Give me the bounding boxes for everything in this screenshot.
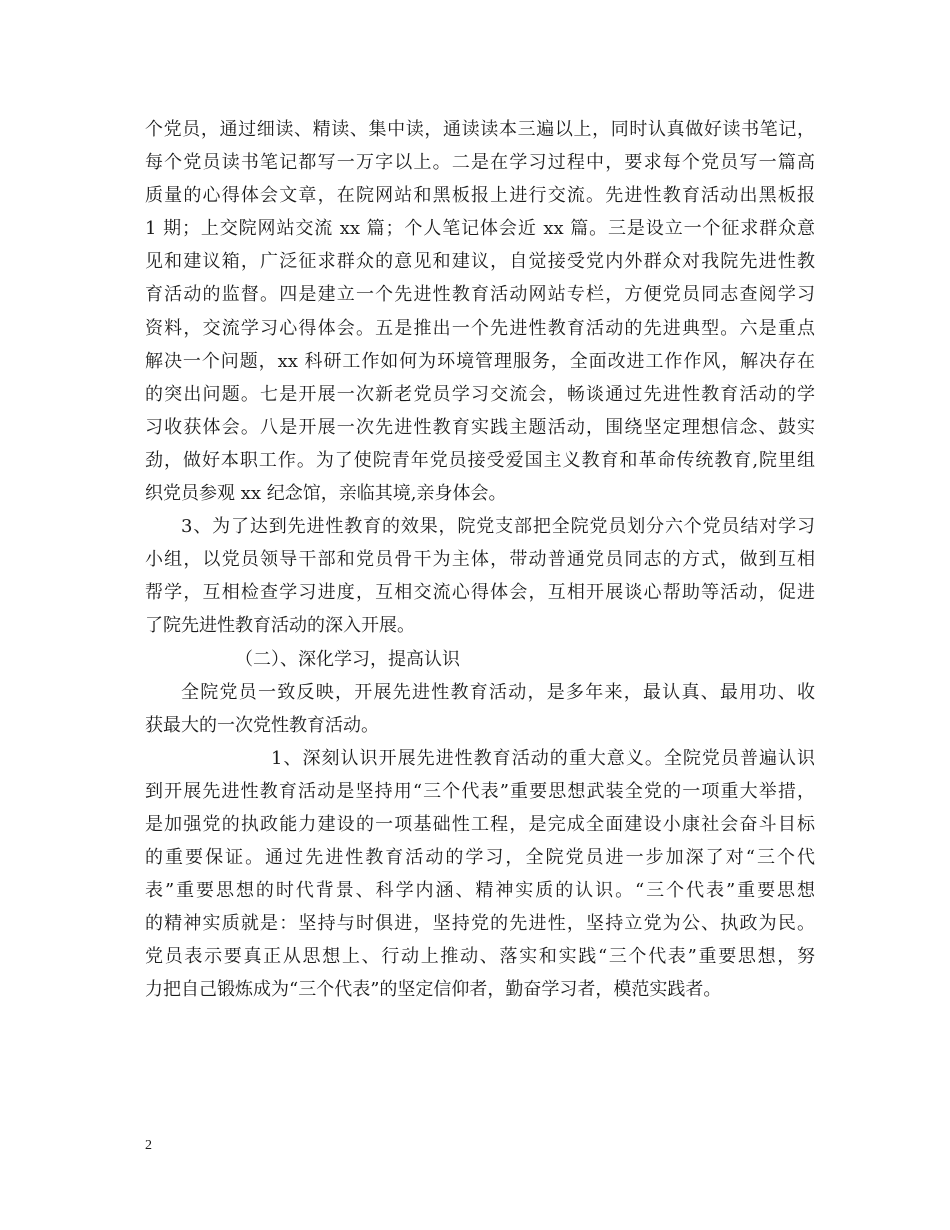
paragraph-start-line: 3、为了达到先进性教育的效果，院党支部把全院党员划分六个党员结对学习 [181,516,815,538]
text-line: 劲，做好本职工作。为了使院青年党员接受爱国主义教育和革命传统教育,院里组 [145,449,815,471]
text-line: 解决一个问题，xx 科研工作如何为环境管理服务，全面改进工作作风，解决存在 [145,350,815,372]
text-line: 资料，交流学习心得体会。五是推出一个先进性教育活动的先进典型。六是重点 [145,317,815,339]
text-line: 帮学，互相检查学习进度，互相交流心得体会，互相开展谈心帮助等活动，促进 [145,582,815,604]
text-line: 党员表示要真正从思想上、行动上推动、落实和实践“三个代表”重要思想，努 [145,946,815,968]
document-body [145,113,815,1007]
paragraph-start-line: 1、深刻认识开展先进性教育活动的重大意义。全院党员普遍认识 [271,747,815,769]
text-line: 织党员参观 xx 纪念馆，亲临其境,亲身体会。 [145,483,507,505]
text-line: 表”重要思想的时代背景、科学内涵、精神实质的认识。“三个代表”重要思想 [145,880,815,902]
text-line: 是加强党的执政能力建设的一项基础性工程，是完成全面建设小康社会奋斗目标 [145,813,815,835]
text-line: 1 期；上交院网站交流 xx 篇；个人笔记体会近 xx 篇。三是设立一个征求群众意 [145,218,815,240]
text-line: 力把自己锻炼成为“三个代表”的坚定信仰者，勤奋学习者，模范实践者。 [145,979,722,1001]
paragraph-start-line: 全院党员一致反映，开展先进性教育活动，是多年来，最认真、最用功、收 [181,681,815,703]
text-line: 了院先进性教育活动的深入开展。 [145,615,415,637]
text-line: 小组，以党员领导干部和党员骨干为主体，带动普通党员同志的方式，做到互相 [145,549,815,571]
text-line: 习收获体会。八是开展一次先进性教育实践主题活动，围绕坚定理想信念、鼓实 [145,416,815,438]
text-line: 的重要保证。通过先进性教育活动的学习，全院党员进一步加深了对“三个代 [145,847,815,869]
text-line: 质量的心得体会文章，在院网站和黑板报上进行交流。先进性教育活动出黑板报 [145,185,815,207]
text-line: 的精神实质就是：坚持与时俱进，坚持党的先进性，坚持立党为公、执政为民。 [145,913,815,935]
text-line: 个党员，通过细读、精读、集中读，通读读本三遍以上，同时认真做好读书笔记， [145,119,815,140]
text-line: 见和建议箱，广泛征求群众的意见和建议，自觉接受党内外群众对我院先进性教 [145,251,815,273]
text-line: 到开展先进性教育活动是坚持用“三个代表”重要思想武装全党的一项重大举措， [145,780,815,802]
page-number: 2 [145,1138,152,1153]
section-heading: （二）、深化学习，提高认识 [235,648,460,670]
text-line: 育活动的监督。四是建立一个先进性教育活动网站专栏，方便党员同志查阅学习 [145,284,815,306]
text-line: 获最大的一次党性教育活动。 [145,714,379,736]
text-line: 每个党员读书笔记都写一万字以上。二是在学习过程中，要求每个党员写一篇高 [145,152,815,174]
text-line: 的突出问题。七是开展一次新老党员学习交流会，畅谈通过先进性教育活动的学 [145,383,815,405]
